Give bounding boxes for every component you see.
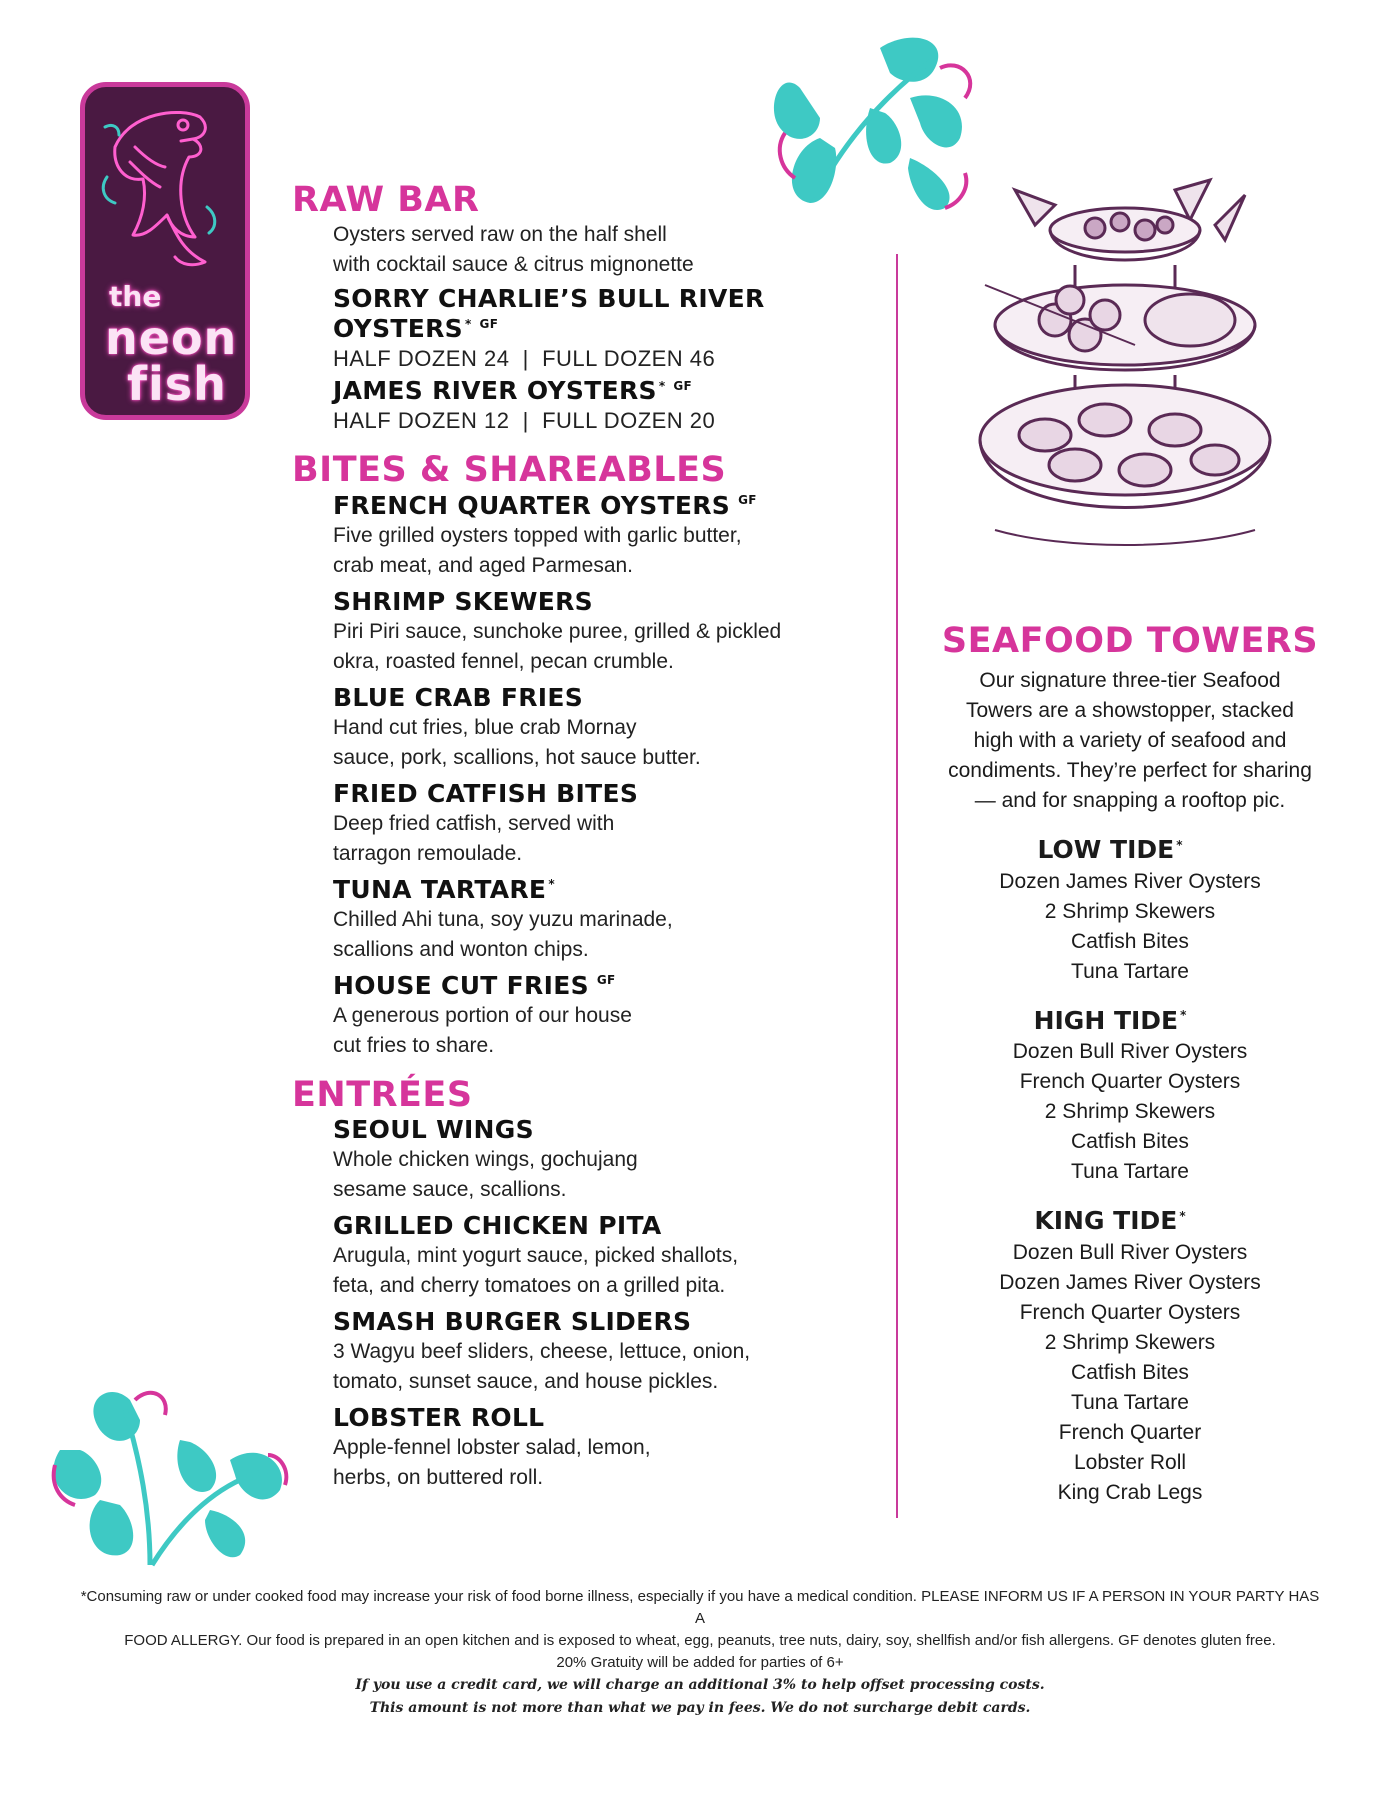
towers-title: SEAFOOD TOWERS [941, 621, 1319, 661]
tier-item: Catfish Bites [1071, 1130, 1189, 1153]
seafood-towers-section [940, 620, 1320, 1508]
menu-item-description: tomato, sunset sauce, and house pickles. [333, 1369, 719, 1393]
tower-tier-items [940, 867, 1320, 987]
left-menu-column [292, 180, 892, 1507]
tower-tier-items [940, 1037, 1320, 1187]
menu-item-description: scallions and wonton chips. [333, 937, 589, 961]
tier-item: 2 Shrimp Skewers [1044, 899, 1216, 923]
tier-item: Dozen James River Oysters [999, 869, 1261, 893]
bites-section [292, 450, 892, 1060]
column-divider [896, 254, 898, 1518]
neon-fish-icon [85, 87, 245, 287]
tier-item: Catfish Bites [1071, 1360, 1189, 1384]
raw-bar-section [292, 180, 892, 436]
menu-item [333, 284, 892, 374]
bites-title: BITES & SHAREABLES [292, 450, 727, 491]
menu-item-name: SORRY CHARLIE’S BULL RIVER OYSTERS * $^{GF}$ [333, 284, 765, 344]
tier-item: Dozen Bull River Oysters [1012, 1040, 1248, 1063]
menu-item-description: feta, and cherry tomatoes on a grilled pita. [333, 1273, 726, 1297]
raw-bar-title: RAW BAR [292, 180, 480, 220]
menu-item-name: SMASH BURGER SLIDERS [333, 1306, 692, 1336]
tower-tier-name: HIGH TIDE * [1033, 1005, 1187, 1035]
menu-item-name: TUNA TARTARE * [333, 874, 555, 904]
menu-item-name: GRILLED CHICKEN PITA [333, 1210, 662, 1240]
tower-tier [940, 1005, 1320, 1188]
menu-item-name: FRENCH QUARTER OYSTERS $^{GF}$ [333, 490, 757, 520]
menu-item-name: BLUE CRAB FRIES [333, 682, 584, 712]
menu-item-name: HOUSE CUT FRIES $^{GF}$ [333, 970, 616, 1000]
credit-card-notice: If you use a credit card, we will charge an additional 3% to help offset processing costs. [355, 1677, 1045, 1693]
menu-item-description: tarragon remoulade. [333, 841, 523, 865]
menu-item [333, 779, 892, 869]
allergy-notice-line: *Consuming raw or under cooked food may increase your risk of food borne illness, especially if you have a medical condition. PLEASE INFORM US IF A PERSON IN YOUR PARTY HAS A [80, 1588, 1320, 1627]
tower-tier-name: KING TIDE * [1034, 1206, 1186, 1235]
tier-item: 2 Shrimp Skewers [1044, 1330, 1216, 1354]
tier-item: Dozen James River Oysters [999, 1270, 1261, 1294]
tier-item: 2 Shrimp Skewers [1044, 1100, 1216, 1123]
entrees-section [292, 1075, 892, 1493]
menu-item-description: sesame sauce, scallions. [333, 1177, 567, 1201]
menu-item-description: cut fries to share. [333, 1033, 495, 1057]
tier-item: French Quarter Oysters [1019, 1300, 1241, 1324]
menu-item-description: sauce, pork, scallions, hot sauce butter. [333, 745, 701, 769]
seaweed-bottom-illustration [40, 1370, 300, 1570]
logo-text-fish: fish [127, 357, 227, 411]
menu-item [333, 1115, 892, 1205]
menu-item [333, 1307, 892, 1397]
menu-item-description: Hand cut fries, blue crab Mornay [333, 715, 637, 739]
menu-item-description: Arugula, mint yogurt sauce, picked shallots, [333, 1243, 739, 1267]
menu-item [333, 875, 892, 965]
menu-item-description: Chilled Ahi tuna, soy yuzu marinade, [333, 907, 673, 931]
entrees-title: ENTRÉES [292, 1074, 473, 1115]
tier-item: Tuna Tartare [1071, 1390, 1189, 1414]
menu-item-name: LOBSTER ROLL [333, 1402, 545, 1432]
tier-item: French Quarter [1058, 1420, 1202, 1444]
menu-item-description: Deep fried catfish, served with [333, 811, 615, 835]
menu-item [333, 1211, 892, 1301]
menu-item [333, 376, 892, 436]
tower-tier [940, 834, 1320, 987]
tier-item: Dozen Bull River Oysters [1012, 1240, 1248, 1264]
tower-tier-items [940, 1238, 1320, 1508]
menu-item-description: Whole chicken wings, gochujang [333, 1147, 638, 1171]
tier-item: Tuna Tartare [1071, 1160, 1189, 1183]
credit-card-notice: This amount is not more than what we pay in fees. We do not surcharge debit cards. [369, 1700, 1031, 1716]
menu-item-description: okra, roasted fennel, pecan crumble. [333, 649, 674, 673]
gratuity-notice: 20% Gratuity will be added for parties of 6+ [556, 1654, 844, 1671]
menu-item-description: herbs, on buttered roll. [333, 1465, 544, 1489]
logo-text-neon: neon [105, 311, 238, 365]
menu-item-description: crab meat, and aged Parmesan. [333, 553, 634, 577]
tower-tier-name: LOW TIDE * [1037, 835, 1183, 864]
menu-item-price: HALF DOZEN 12 | FULL DOZEN 20 [333, 408, 716, 434]
logo-text-the: the [109, 280, 162, 313]
menu-item [333, 971, 892, 1061]
menu-item-price: HALF DOZEN 24 | FULL DOZEN 46 [333, 346, 716, 372]
footer-disclaimer [80, 1586, 1320, 1720]
menu-item-description: Five grilled oysters topped with garlic butter, [333, 523, 742, 547]
tier-item: Lobster Roll [1073, 1450, 1187, 1474]
raw-bar-intro-line: Oysters served raw on the half shell [333, 223, 667, 247]
tower-tier [940, 1205, 1320, 1508]
seafood-tower-illustration [975, 170, 1275, 590]
menu-item-name: JAMES RIVER OYSTERS * $^{GF}$ [333, 376, 693, 406]
menu-item-description: Piri Piri sauce, sunchoke puree, grilled & pickled [333, 619, 782, 643]
menu-item [333, 491, 892, 581]
tier-item: Tuna Tartare [1071, 959, 1189, 983]
brand-logo [80, 82, 250, 420]
menu-item-name: FRIED CATFISH BITES [333, 778, 639, 808]
menu-item-description: A generous portion of our house [333, 1003, 632, 1027]
menu-item [333, 683, 892, 773]
menu-item-description: 3 Wagyu beef sliders, cheese, lettuce, onion, [333, 1339, 751, 1363]
menu-item-name: SEOUL WINGS [333, 1114, 534, 1144]
menu-item [333, 1403, 892, 1493]
allergy-notice-line: FOOD ALLERGY. Our food is prepared in an open kitchen and is exposed to wheat, egg, peanuts, tree nuts, dairy, soy, shellfish and/or fish allergens. GF denotes gluten free. [124, 1632, 1276, 1649]
raw-bar-intro-line: with cocktail sauce & citrus mignonette [333, 253, 694, 277]
tier-item: French Quarter Oysters [1019, 1070, 1241, 1093]
tier-item: King Crab Legs [1057, 1480, 1203, 1504]
tier-item: Catfish Bites [1071, 929, 1189, 953]
menu-item-name: SHRIMP SKEWERS [333, 586, 593, 616]
menu-item [333, 587, 892, 677]
towers-description: Our signature three-tier Seafood Towers are a showstopper, stacked high with a variety of seafood and condiments. They’re perfect for sharing — and for snapping a rooftop pic. [948, 669, 1312, 812]
menu-item-description: Apple-fennel lobster salad, lemon, [333, 1435, 651, 1459]
